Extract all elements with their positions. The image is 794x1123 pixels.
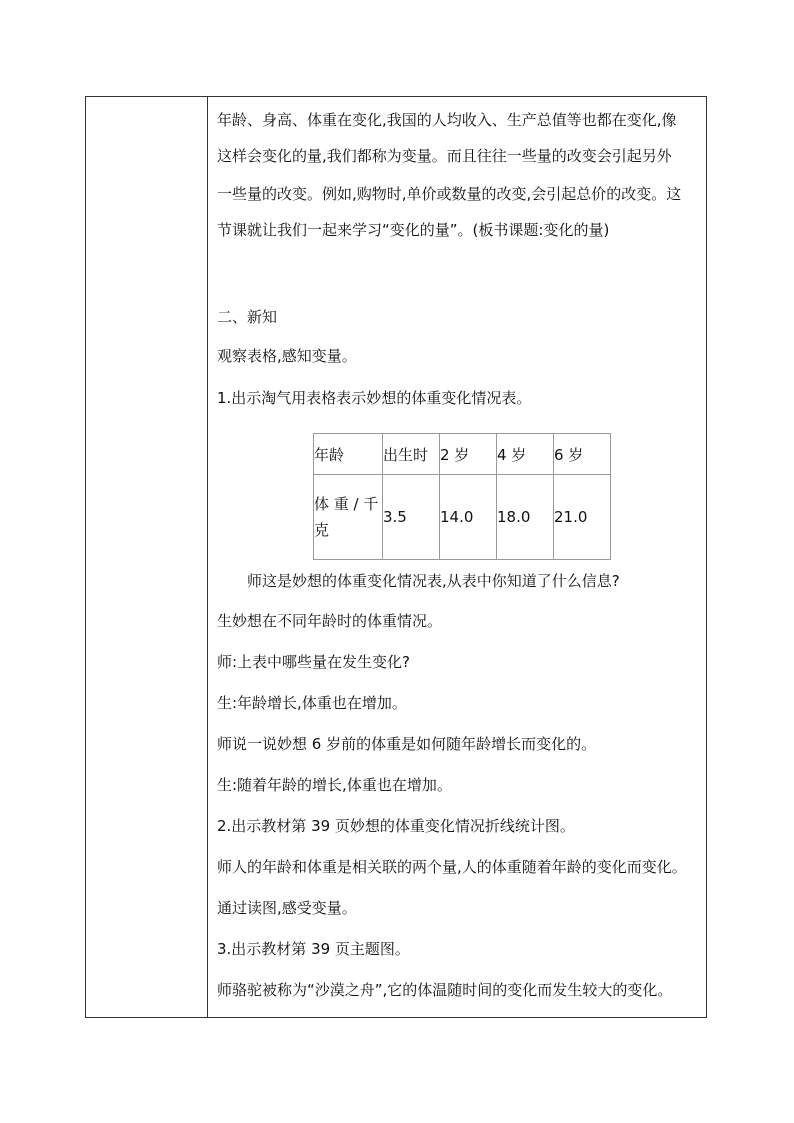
paragraph-line: 通过读图,感受变量。 (217, 899, 357, 917)
weight-data-table (313, 433, 611, 560)
table-cell: 18.0 (497, 475, 554, 560)
paragraph-line: 生妙想在不同年龄时的体重情况。 (217, 612, 443, 630)
paragraph-line: 一些量的改变。例如,购物时,单价或数量的改变,会引起总价的改变。这 (217, 185, 682, 203)
table-cell: 体 重 / 千克 (314, 475, 383, 560)
paragraph-line: 师这是妙想的体重变化情况表,从表中你知道了什么信息? (247, 572, 620, 590)
table-row (314, 475, 611, 560)
table-cell: 4 岁 (497, 434, 554, 475)
paragraph-line: 师骆驼被称为“沙漠之舟”,它的体温随时间的变化而发生较大的变化。 (217, 981, 673, 999)
paragraph-line: 观察表格,感知变量。 (217, 347, 357, 365)
table-cell: 年龄 (314, 434, 383, 475)
paragraph-line: 师说一说妙想 6 岁前的体重是如何随年龄增长而变化的。 (217, 735, 597, 753)
paragraph-line: 3.出示教材第 39 页主题图。 (217, 940, 410, 958)
paragraph-line: 生:随着年龄的增长,体重也在增加。 (217, 776, 452, 794)
table-cell: 21.0 (554, 475, 611, 560)
paragraph-line: 师人的年龄和体重是相关联的两个量,人的体重随着年龄的变化而变化。 (217, 858, 687, 876)
paragraph-line: 师:上表中哪些量在发生变化? (217, 653, 411, 671)
paragraph-line: 1.出示淘气用表格表示妙想的体重变化情况表。 (217, 389, 532, 407)
paragraph-line: 2.出示教材第 39 页妙想的体重变化情况折线统计图。 (217, 817, 575, 835)
table-cell: 14.0 (440, 475, 497, 560)
table-header-row (314, 434, 611, 475)
paragraph-line: 年龄、身高、体重在变化,我国的人均收入、生产总值等也都在变化,像 (217, 111, 677, 129)
table-cell: 出生时 (383, 434, 440, 475)
table-cell: 3.5 (383, 475, 440, 560)
lesson-table (85, 96, 707, 1018)
paragraph-line: 这样会变化的量,我们都称为变量。而且往往一些量的改变会引起另外 (217, 147, 672, 165)
table-cell: 6 岁 (554, 434, 611, 475)
column-divider (207, 97, 208, 1017)
paragraph-line: 节课就让我们一起来学习“变化的量”。(板书课题:变化的量) (217, 221, 610, 239)
table-cell: 2 岁 (440, 434, 497, 475)
paragraph-line: 生:年龄增长,体重也在增加。 (217, 694, 407, 712)
lesson-content (217, 97, 706, 1017)
section-heading: 二、新知 (217, 308, 278, 326)
